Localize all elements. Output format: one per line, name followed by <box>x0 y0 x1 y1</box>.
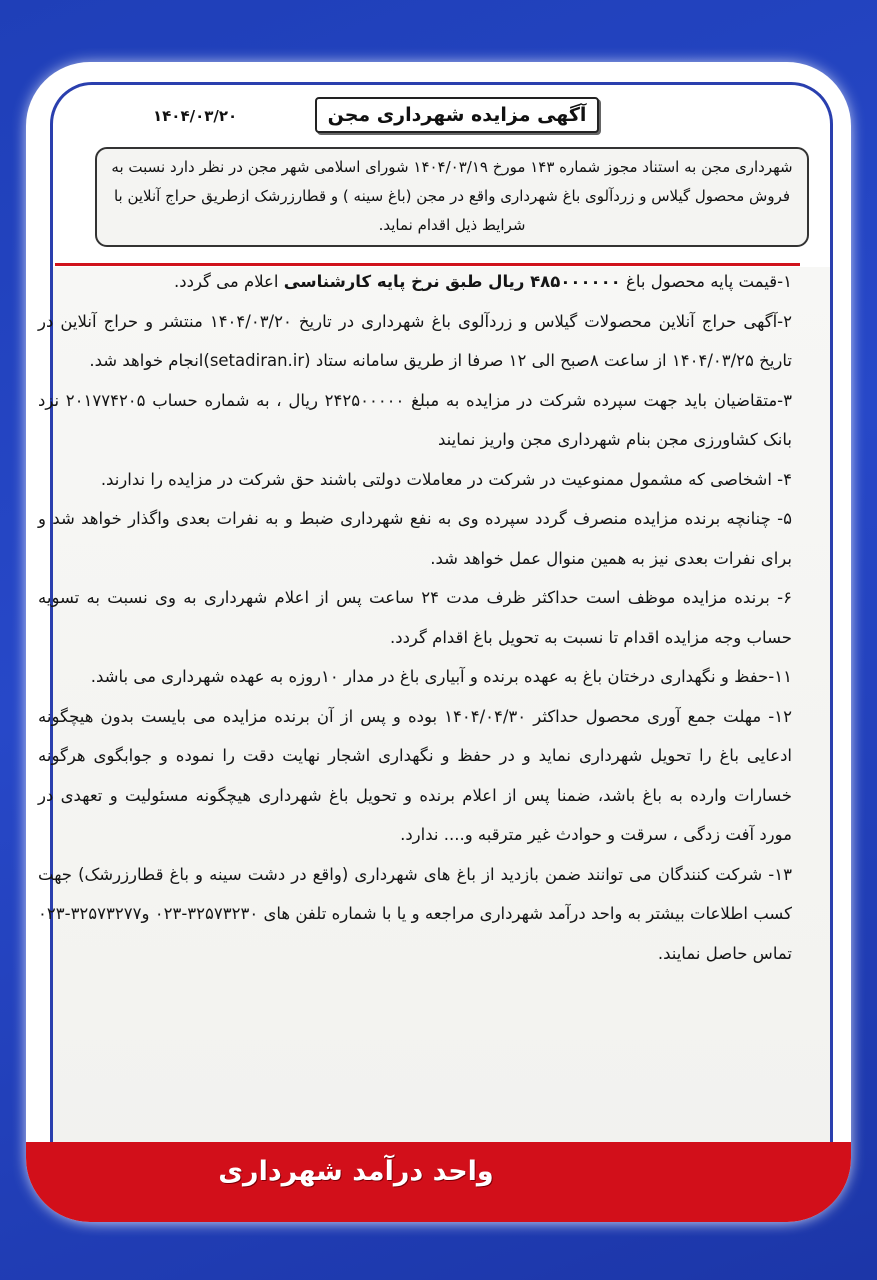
clause-13: ۱۳- شرکت کنندگان می توانند ضمن بازدید از باغ های شهرداری (واقع در دشت سینه و باغ قطارزرشک) جهت کسب اطلاعات بیشتر به واحد درآمد شهرداری مراجعه و یا با شماره تلفن های ۳۲۵۷۳۲۳۰-۰۲۳ و۳۲۵۷۳۲۷۷-۰۲۳ تماس حاصل نمایند. <box>38 864 793 963</box>
clause-1-prefix: ۱-قیمت پایه محصول باغ <box>620 272 792 291</box>
clause-1 <box>38 262 792 302</box>
clause-2: ۲-آگهی حراج آنلاین محصولات گیلاس و زردآلوی باغ شهرداری در تاریخ ۱۴۰۴/۰۳/۲۰ منتشر و حراج آنلاین در تاریخ ۱۴۰۴/۰۳/۲۵ از ساعت ۸صبح الی ۱۲ صرفا از طریق سامانه ستاد (setadiran.ir)انجام خواهد شد. <box>38 311 792 370</box>
clause-12: ۱۲- مهلت جمع آوری محصول حداکثر ۱۴۰۴/۰۴/۳۰ بوده و پس از آن برنده مزایده می بایست بدون هیچگونه ادعایی باغ را تحویل شهرداری نماید و در حفظ و نگهداری اشجار نهایت دقت را نموده و جوابگوی هرگونه خسارات وارده به باغ باشد، ضمنا پس از اعلام برنده و تحویل باغ شهرداری هیچگونه مسئولیت و تعهدی در مورد آفت زدگی ، سرقت و حوادث غیر مترقبه و.... ندارد. <box>38 706 792 844</box>
clause-5: ۵- چنانچه برنده مزایده منصرف گردد سپرده وی به نفع شهرداری ضبط و به نفرات بعدی واگذار خواهد شد و برای نفرات بعدی نیز به همین منوال عمل خواهد شد. <box>38 509 792 568</box>
notice-date: ۱۴۰۴/۰۳/۲۰ <box>153 107 238 125</box>
clauses-list <box>38 262 792 973</box>
notice-card <box>26 62 851 1222</box>
clause-3: ۳-متقاضیان باید جهت سپرده شرکت در مزایده به مبلغ ۲۴۲۵۰۰۰۰۰ ریال ، به شماره حساب ۲۰۱۷۷۴۲۰۵ نزد بانک کشاورزی مجن بنام شهرداری مجن واریز نمایند <box>38 390 792 449</box>
clause-1-price: ۴۸۵۰۰۰۰۰۰ ریال طبق نرخ پایه کارشناسی <box>283 272 621 291</box>
clause-11: ۱۱-حفظ و نگهداری درختان باغ به عهده برنده و آبیاری باغ در مدار ۱۰روزه به عهده شهرداری می باشد. <box>90 667 792 686</box>
clause-4: ۴- اشخاصی که مشمول ممنوعیت در شرکت در معاملات دولتی باشند حق شرکت در مزایده را ندارند. <box>100 469 792 489</box>
footer-label: واحد درآمد شهرداری <box>218 1156 494 1187</box>
intro-box: شهرداری مجن به استناد مجوز شماره ۱۴۳ مورخ ۱۴۰۴/۰۳/۱۹ شورای اسلامی شهر مجن در نظر دارد نسبت به فروش محصول گیلاس و زردآلوی باغ شهرداری واقع در مجن (باغ سینه ) و قطارزرشک ازطریق حراج آنلاین با شرایط ذیل اقدام نماید. <box>95 147 809 247</box>
clause-1-suffix: اعلام می گردد. <box>174 272 284 291</box>
clause-6: ۶- برنده مزایده موظف است حداکثر ظرف مدت ۲۴ ساعت پس از اعلام شهرداری به وی نسبت به تسویه حساب وجه مزایده اقدام تا نسبت به تحویل باغ اقدام گردد. <box>38 588 792 647</box>
notice-title: آگهی مزایده شهرداری مجن <box>315 97 599 133</box>
